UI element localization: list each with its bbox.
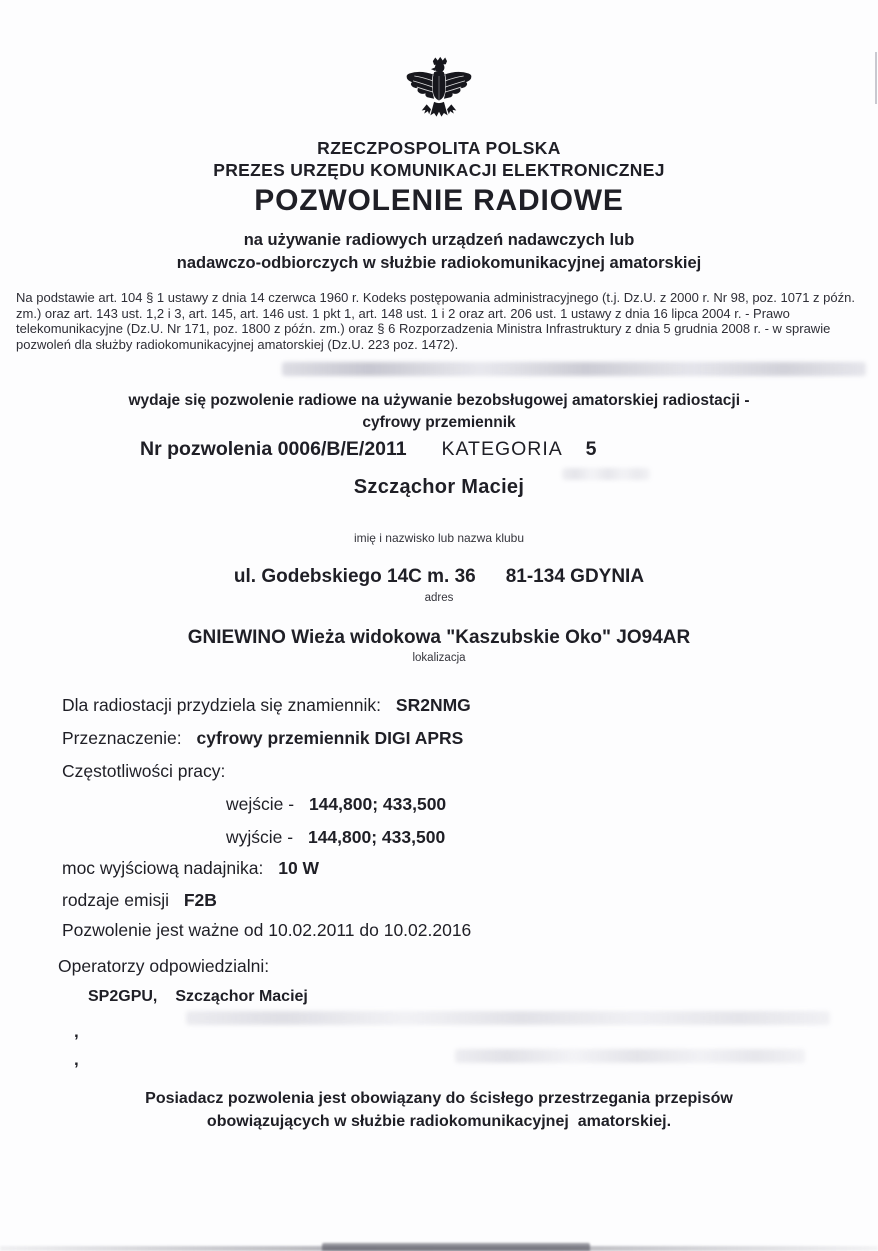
permit-number-label: Nr pozwolenia [140, 438, 273, 460]
purpose-label: Przeznaczenie: [62, 728, 182, 748]
callsign-value: SR2NMG [395, 695, 471, 715]
document-subtitle-line2: nadawczo-odbiorczych w służbie radiokomunikacyjnej amatorskiej [176, 254, 702, 272]
permit-number-value: 0006/B/E/2011 [277, 438, 407, 460]
obligation-line2: obowiązujących w służbie radiokomunikacyjnej amatorskiej. [206, 1113, 672, 1130]
frequencies-label-row [62, 761, 225, 782]
issuing-authority: PREZES URZĘDU KOMUNIKACJI ELEKTRONICZNEJ [213, 160, 665, 180]
validity-text: Pozwolenie jest ważne od 10.02.2011 do 10.02.2016 [62, 920, 472, 940]
grant-statement-line1: wydaje się pozwolenie radiowe na używanie bezobsługowej amatorskiej radiostacji - [128, 392, 750, 409]
operator-row-1 [88, 988, 308, 1006]
callsign-label: Dla radiostacji przydziela się znamiennik: [62, 695, 382, 715]
emission-value: F2B [183, 890, 217, 910]
holder-name: Szcząchor Maciej [353, 476, 525, 498]
power-value: 10 W [278, 858, 320, 878]
emission-label: rodzaje emisji [62, 890, 169, 910]
address-street: ul. Godebskiego 14C m. 36 [233, 566, 476, 587]
output-frequency-row [226, 827, 445, 848]
grant-statement-line2: cyfrowy przemiennik [362, 414, 516, 431]
input-frequency-row [226, 794, 446, 815]
scan-edge-artifact [322, 1243, 590, 1251]
redaction-smudge [455, 1049, 805, 1063]
permit-number-row [140, 438, 597, 461]
frequencies-label: Częstotliwości pracy: [62, 761, 226, 781]
purpose-row [62, 728, 463, 749]
operator1-name: Szcząchor Maciej [175, 988, 308, 1005]
operator1-callsign: SP2GPU, [88, 988, 158, 1005]
power-label: moc wyjściową nadajnika: [62, 858, 264, 878]
input-label: wejście - [226, 794, 295, 814]
obligation-line1: Posiadacz pozwolenia jest obowiązany do ścisłego przestrzegania przepisów [145, 1090, 733, 1107]
address-caption: adres [424, 592, 454, 604]
output-value: 144,800; 433,500 [307, 827, 446, 847]
location-caption: lokalizacja [412, 652, 466, 664]
emission-row [62, 890, 217, 911]
category-value: 5 [585, 438, 597, 460]
legal-basis-paragraph: Na podstawie art. 104 § 1 ustawy z dnia 14 czerwca 1960 r. Kodeks postępowania administracyjnego (t.j. Dz.U. z 2000 r. Nr 98, poz. 1071 z późn. zm.) oraz art. 143 ust. 1,2 i 3, art. 145, art. 146 ust. 1 pkt 1, art. 148 ust. 1 i 2 oraz art. 206 ust. 1 ustawy z dnia 16 lipca 2004 r. - Prawo telekomunikacyjne (Dz.U. Nr 171, poz. 1800 z późn. zm.) oraz § 6 Rozporzadzenia Ministra Infrastruktury z dnia 5 grudnia 2008 r. - w sprawie pozwoleń dla służby radiokomunikacyjnej amatorskiej (Dz.U. 223 poz. 1472). [16, 290, 855, 352]
address-city: 81-134 GDYNIA [505, 566, 645, 587]
category-label: KATEGORIA [441, 438, 563, 460]
operators-label: Operatorzy odpowiedzialni: [58, 956, 270, 976]
validity-row [62, 920, 471, 941]
input-value: 144,800; 433,500 [308, 794, 447, 814]
country-name: RZECZPOSPOLITA POLSKA [317, 138, 561, 158]
output-label: wyjście - [226, 827, 294, 847]
redaction-smudge [282, 362, 866, 376]
document-title: POZWOLENIE RADIOWE [254, 184, 624, 217]
holder-caption: imię i nazwisko lub nazwa klubu [353, 531, 525, 545]
station-location: GNIEWINO Wieża widokowa "Kaszubskie Oko" JO94AR [187, 627, 691, 648]
purpose-value: cyfrowy przemiennik DIGI APRS [196, 728, 464, 748]
document-subtitle-line1: na używanie radiowych urządzeń nadawczych lub [243, 231, 635, 249]
redaction-smudge [186, 1011, 830, 1025]
operator-row-3: , [74, 1050, 79, 1069]
power-row [62, 858, 319, 879]
callsign-row [62, 695, 471, 716]
operator-row-2: , [74, 1022, 79, 1041]
scan-edge-artifact [875, 52, 877, 104]
holder-address [0, 566, 878, 588]
polish-eagle-icon [402, 52, 476, 132]
